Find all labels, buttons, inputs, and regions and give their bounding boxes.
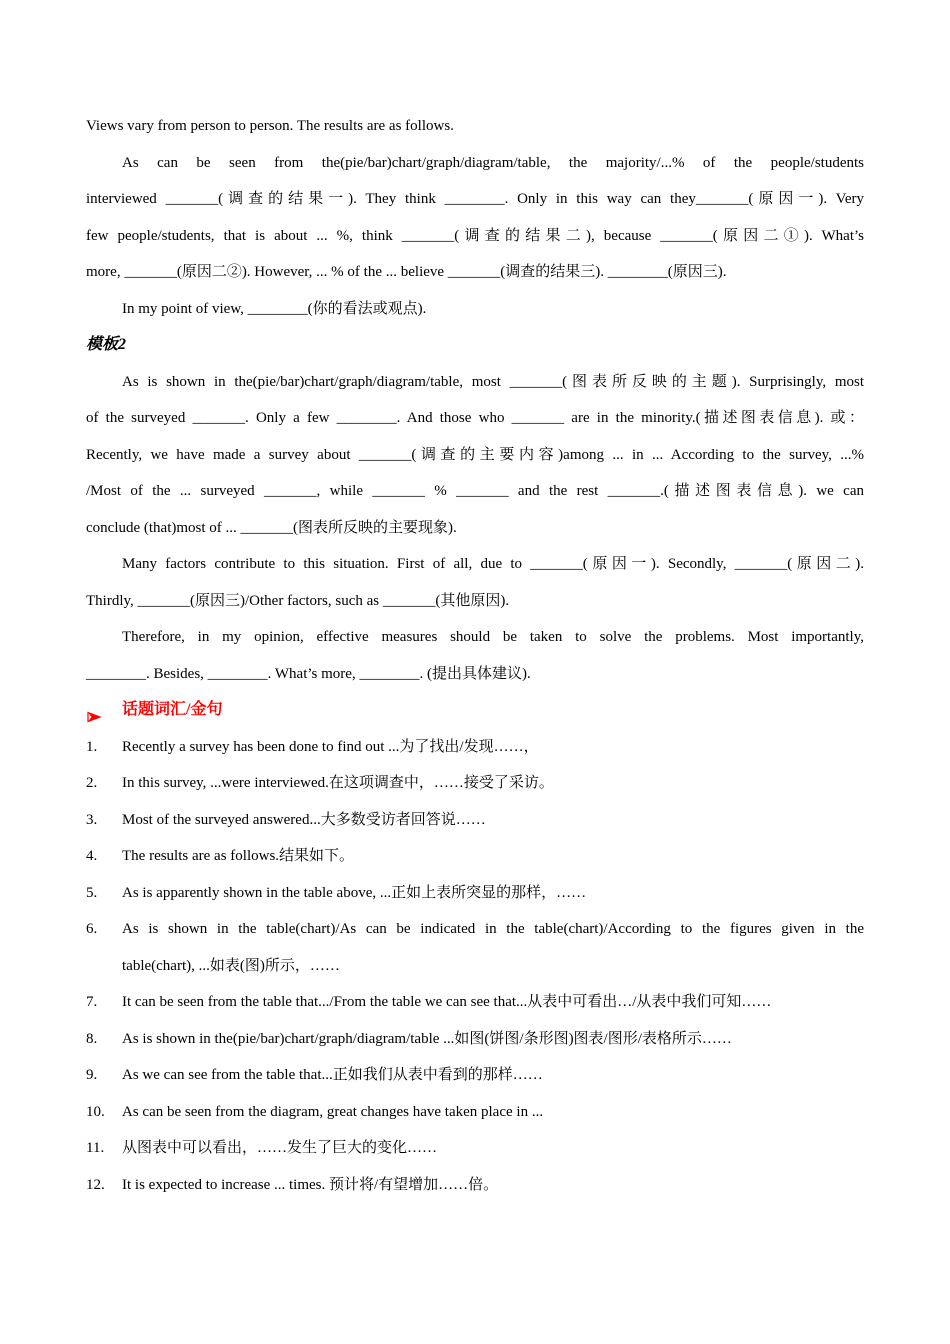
list-item-text: As we can see from the table that...正如我们从表中看到的那样…… [122, 1067, 543, 1083]
paragraph-line: interviewed _______(调查的结果一). They think ________. Only in this way can they_______(原因一). Very [86, 191, 864, 207]
topic-vocab-heading-label: 话题词汇/金句 [122, 701, 223, 718]
list-item [86, 1130, 864, 1167]
list-number: 1. [86, 738, 98, 755]
list-item [86, 729, 864, 766]
list-item-text: As is shown in the table(chart)/As can be indicated in the table(chart)/According to the figures given in the [122, 921, 864, 937]
list-item [86, 802, 864, 839]
list-number: 11. [86, 1140, 105, 1156]
list-number: 2. [86, 775, 98, 791]
list-item [86, 1094, 864, 1131]
list-item-text: 从图表中可以看出，……发生了巨大的变化…… [122, 1140, 438, 1156]
paragraph-line: of the surveyed _______. Only a few ________. And those who _______ are in the minority.(描述图表信息). 或： [86, 410, 864, 426]
list-item [86, 875, 864, 912]
paragraph-line: few people/students, that is about ... %, think _______(调查的结果二), because _______(原因二①). What’s [86, 227, 864, 244]
list-number: 6. [86, 921, 98, 937]
arrow-bullet-icon [87, 703, 102, 718]
list-number: 10. [86, 1103, 105, 1120]
list-item-text: Recently a survey has been done to find out ...为了找出/发现……， [122, 738, 539, 755]
paragraph-line: Thirdly, _______(原因三)/Other factors, such as _______(其他原因). [86, 592, 510, 609]
topic-vocab-heading [86, 692, 864, 729]
list-number: 8. [86, 1030, 98, 1047]
paragraph-line: Views vary from person to person. The results are as follows. [86, 118, 454, 134]
paragraph-line: Therefore, in my opinion, effective measures should be taken to solve the problems. Most importantly, [122, 629, 864, 645]
list-item-text: In this survey, ...were interviewed.在这项调查中，……接受了采访。 [122, 775, 554, 791]
list-number: 3. [86, 811, 98, 828]
paragraph-line: /Most of the ... surveyed _______, while _______ % _______ and the rest _______.(描述图表信息). we can [86, 483, 864, 499]
list-number: 9. [86, 1067, 98, 1083]
paragraph-line: conclude (that)most of ... _______(图表所反映的主要现象). [86, 519, 457, 536]
list-number: 7. [86, 994, 98, 1010]
list-number: 4. [86, 848, 98, 864]
list-item [86, 984, 864, 1021]
list-item-text: As is shown in the(pie/bar)chart/graph/diagram/table ...如图(饼图/条形图)图表/图形/表格所示…… [122, 1030, 732, 1047]
paragraph-line: Many factors contribute to this situation. First of all, due to _______(原因一). Secondly, _______(原因二). [122, 556, 864, 572]
paragraph-line: As is shown in the(pie/bar)chart/graph/diagram/table, most _______(图表所反映的主题). Surprisingly, most [122, 373, 864, 390]
list-number: 12. [86, 1176, 105, 1193]
paragraph-line: As can be seen from the(pie/bar)chart/graph/diagram/table, the majority/...% of the people/students [122, 154, 864, 171]
paragraph-line: Recently, we have made a survey about _______(调查的主要内容)among ... in ... According to the survey, ...% [86, 446, 864, 463]
list-item [86, 765, 864, 802]
paragraph-line: more, _______(原因二②). However, ... % of the ... believe _______(调查的结果三). ________(原因三). [86, 264, 727, 280]
list-item-text: As can be seen from the diagram, great changes have taken place in ... [122, 1103, 544, 1120]
paragraph-line: ________. Besides, ________. What’s more, ________. (提出具体建议). [86, 665, 531, 682]
template2-heading: 模板2 [86, 336, 127, 353]
list-item [86, 911, 864, 984]
list-item-text: It is expected to increase ... times. 预计将/有望增加……倍。 [122, 1176, 499, 1193]
list-item [86, 1057, 864, 1094]
list-item-text-continued: table(chart), ...如表(图)所示，…… [122, 957, 340, 974]
list-item [86, 838, 864, 875]
list-item-text: As is apparently shown in the table above, ...正如上表所突显的那样，…… [122, 884, 587, 901]
list-item [86, 1021, 864, 1058]
list-item-text: Most of the surveyed answered...大多数受访者回答说…… [122, 811, 486, 828]
list-number: 5. [86, 884, 98, 901]
list-item [86, 1167, 864, 1204]
list-item-text: The results are as follows.结果如下。 [122, 848, 355, 864]
list-item-text: It can be seen from the table that.../From the table we can see that...从表中可看出…/从表中我们可知…… [122, 994, 772, 1010]
paragraph-line: In my point of view, ________(你的看法或观点). [122, 300, 427, 317]
